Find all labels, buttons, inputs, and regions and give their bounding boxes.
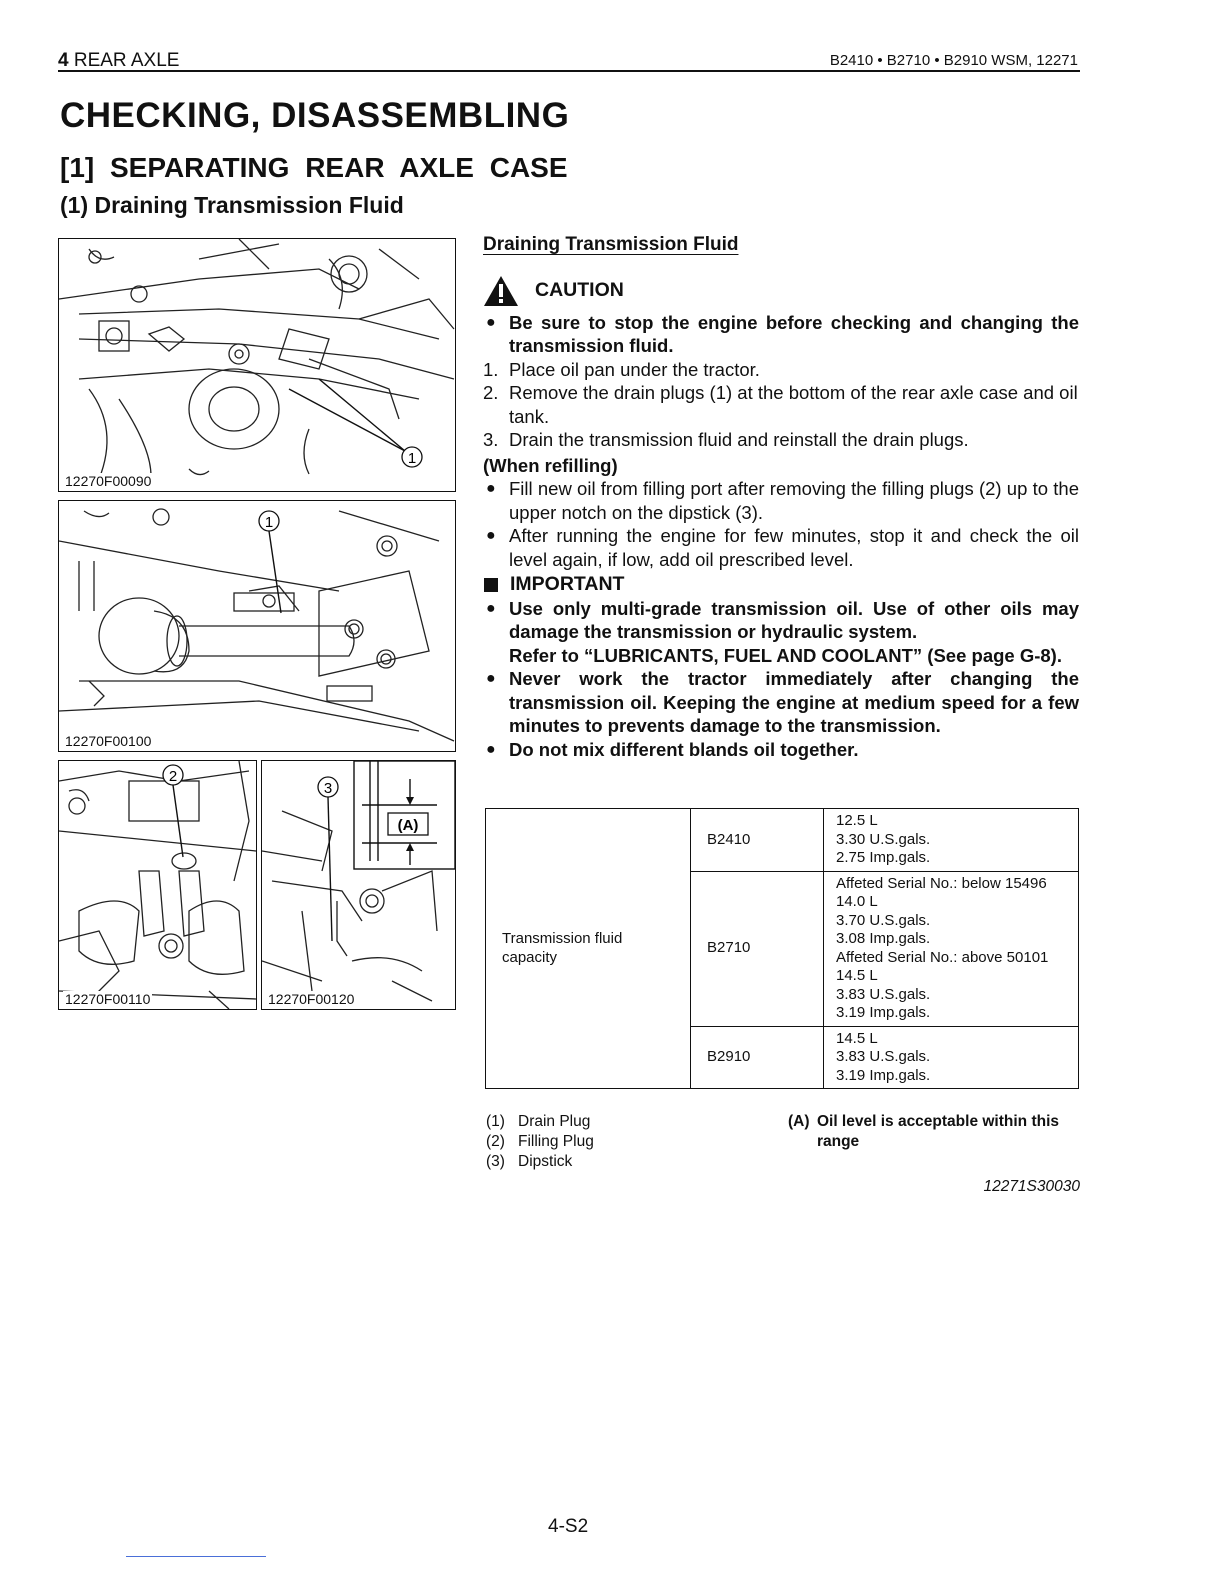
illustration-dipstick: [262, 761, 455, 1009]
parts-legend: [486, 1112, 594, 1172]
chapter-header: [58, 50, 179, 72]
table-row: [486, 809, 1079, 872]
square-bullet-icon: [484, 578, 498, 592]
list-item: 3. Drain the transmission fluid and reinstall the drain plugs.: [483, 429, 969, 450]
important-heading: [483, 573, 1079, 597]
caution-label: CAUTION: [535, 278, 624, 301]
illustration-filling-plug: [59, 761, 256, 1009]
legend-item: (1) Drain Plug: [486, 1113, 591, 1130]
refill-list: [483, 477, 1079, 571]
page-number: 4-S2: [548, 1516, 589, 1537]
list-item: ● Fill new oil from filling port after removing the filling plugs (2) up to the upper notch on the dipstick (3).: [486, 478, 1079, 523]
bullet-icon: ●: [486, 313, 496, 331]
list-item: ● Use only multi-grade transmission oil. Use of other oils may damage the transmission or hydraulic system. Refer to “LUBRICANTS, FUEL AND COOLANT” (See page G-8).: [486, 597, 1079, 666]
range-legend: [788, 1112, 1078, 1152]
bullet-icon: ●: [486, 480, 496, 497]
bottom-rule: [126, 1556, 266, 1557]
figure-id: 12270F00100: [65, 733, 152, 749]
model-cell: B2410: [691, 809, 824, 872]
capacity-table: [485, 808, 1079, 1089]
figure-dipstick: [261, 760, 456, 1010]
figure-drain-plug-tank: [58, 500, 456, 752]
illustration-rear-axle-underside: [59, 239, 455, 491]
illustration-oil-tank-underside: [59, 501, 455, 751]
document-code: 12271S30030: [983, 1178, 1080, 1195]
caution-list: [483, 311, 1079, 358]
subsection-title: (1) Draining Transmission Fluid: [60, 192, 404, 218]
values-cell: Affeted Serial No.: below 15496 14.0 L 3.70 U.S.gals. 3.08 Imp.gals. Affeted Serial No.: above 50101 14.5 L 3.83 U.S.gals. 3.19 Imp.gals.: [824, 871, 1079, 1026]
figure-id: 12270F00110: [65, 991, 151, 1007]
warning-triangle-icon: [483, 275, 519, 307]
steps-list: [483, 358, 1079, 452]
chapter-number: 4: [58, 50, 69, 71]
bullet-icon: ●: [486, 599, 496, 617]
page-title: CHECKING, DISASSEMBLING: [60, 96, 570, 135]
procedure-text: [483, 232, 1079, 761]
figure-id: 12270F00120: [268, 991, 355, 1007]
bullet-icon: ●: [486, 740, 496, 758]
values-cell: 12.5 L 3.30 U.S.gals. 2.75 Imp.gals.: [824, 809, 1079, 872]
figure-drain-plug-rear: [58, 238, 456, 492]
legend-item: (3) Dipstick: [486, 1153, 573, 1170]
list-item: ● Do not mix different blands oil together.: [486, 738, 859, 760]
list-item: ● Be sure to stop the engine before checking and changing the transmission fluid.: [486, 311, 1079, 356]
model-cell: B2910: [691, 1026, 824, 1089]
legend-item: (A) Oil level is acceptable within this range: [788, 1113, 1060, 1150]
section-title: [1] SEPARATING REAR AXLE CASE: [60, 152, 568, 183]
legend-item: (2) Filling Plug: [486, 1133, 594, 1150]
chapter-title: REAR AXLE: [73, 50, 180, 71]
bullet-icon: ●: [486, 527, 496, 544]
list-item: 1. Place oil pan under the tractor.: [483, 358, 760, 380]
callout-3: 3: [323, 780, 333, 797]
callout-2: 2: [168, 768, 178, 785]
callout-1: 1: [264, 514, 274, 531]
refill-heading: (When refilling): [483, 454, 618, 476]
range-label-a: (A): [397, 817, 419, 834]
manual-reference: B2410 • B2710 • B2910 WSM, 12271: [829, 52, 1078, 69]
figure-id: 12270F00090: [65, 473, 152, 489]
bullet-icon: ●: [486, 670, 496, 687]
important-list: [483, 597, 1079, 762]
table-label-cell: Transmission fluid capacity: [486, 809, 691, 1089]
procedure-title: Draining Transmission Fluid: [483, 234, 739, 255]
model-cell: B2710: [691, 871, 824, 1026]
important-label: IMPORTANT: [510, 573, 625, 595]
list-item: 2. Remove the drain plugs (1) at the bottom of the rear axle case and oil tank.: [483, 382, 1078, 427]
values-cell: 14.5 L 3.83 U.S.gals. 3.19 Imp.gals.: [824, 1026, 1079, 1089]
header-rule: [58, 70, 1080, 72]
list-item: ● Never work the tractor immediately after changing the transmission oil. Keeping the engine at medium speed for a few minutes to prevents damage to the transmission.: [486, 668, 1079, 736]
figure-filling-plug: [58, 760, 257, 1010]
caution-heading: [483, 275, 1079, 307]
list-item: ● After running the engine for few minutes, stop it and check the oil level again, if low, add oil prescribed level.: [486, 525, 1079, 570]
callout-1: 1: [407, 450, 417, 467]
